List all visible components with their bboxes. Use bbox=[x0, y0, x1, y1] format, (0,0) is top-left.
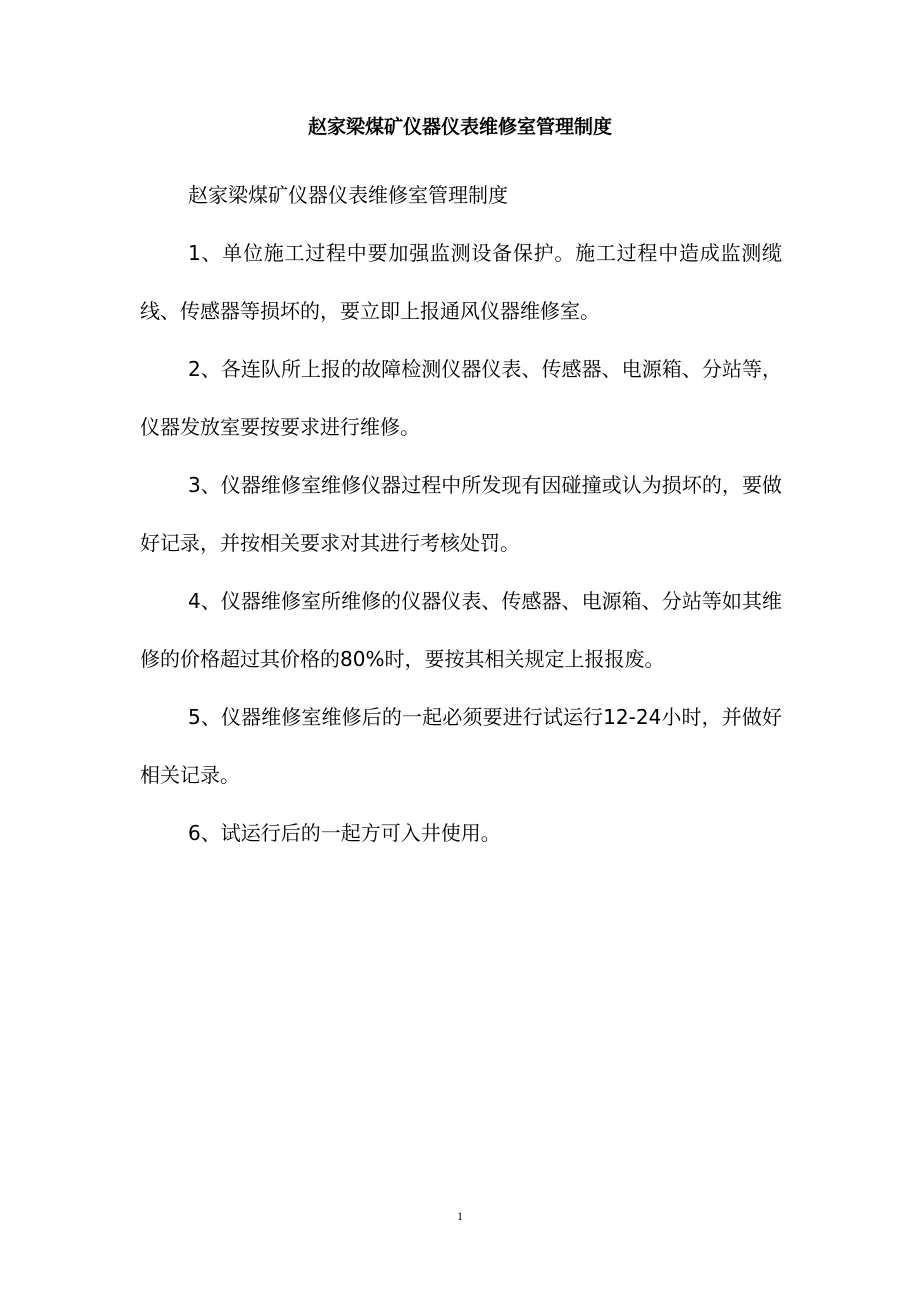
paragraph-item-5: 5、仪器维修室维修后的一起必须要进行试运行12-24小时，并做好相关记录。 bbox=[140, 705, 782, 787]
page-number: 1 bbox=[457, 1209, 463, 1223]
document-title: 赵家梁煤矿仪器仪表维修室管理制度 bbox=[307, 116, 612, 138]
paragraph-subtitle: 赵家梁煤矿仪器仪表维修室管理制度 bbox=[188, 183, 508, 207]
paragraph-item-2: 2、各连队所上报的故障检测仪器仪表、传感器、电源箱、分站等，仪器发放室要按要求进行维修。 bbox=[140, 357, 782, 439]
paragraph-item-1: 1、单位施工过程中要加强监测设备保护。施工过程中造成监测缆线、传感器等损坏的，要立即上报通风仪器维修室。 bbox=[140, 241, 782, 323]
paragraph-item-6: 6、试运行后的一起方可入井使用。 bbox=[188, 821, 501, 845]
document-body bbox=[140, 166, 782, 862]
paragraph-item-4: 4、仪器维修室所维修的仪器仪表、传感器、电源箱、分站等如其维修的价格超过其价格的80%时，要按其相关规定上报报废。 bbox=[140, 589, 782, 671]
paragraph-item-3: 3、仪器维修室维修仪器过程中所发现有因碰撞或认为损坏的，要做好记录，并按相关要求对其进行考核处罚。 bbox=[140, 473, 782, 555]
